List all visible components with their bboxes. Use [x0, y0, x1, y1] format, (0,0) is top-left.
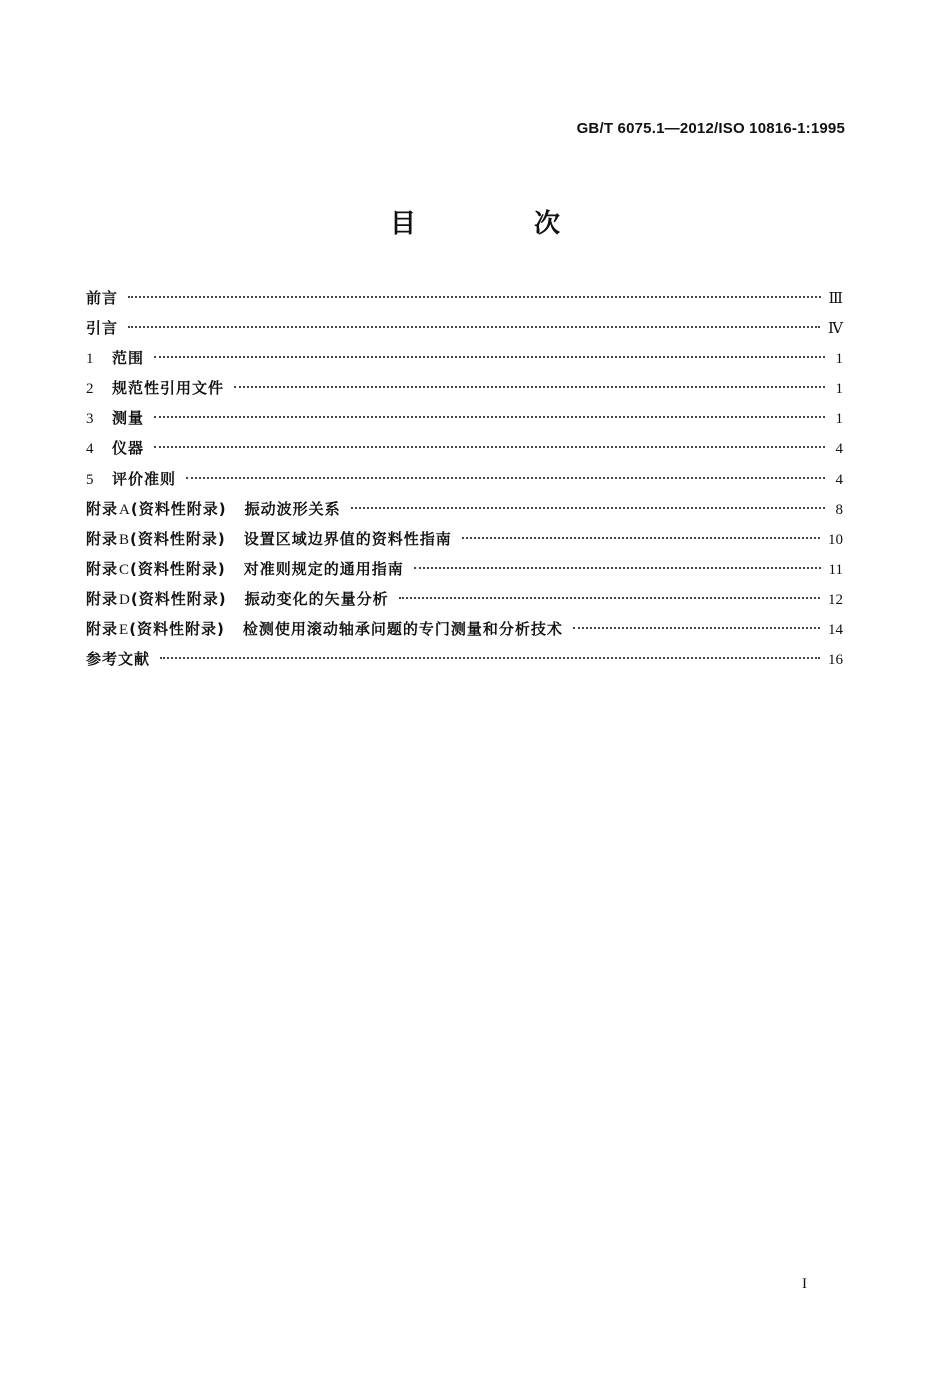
annex-type: (资料性附录): [130, 499, 227, 518]
dot-leader: [128, 326, 820, 328]
dot-leader: [234, 386, 825, 388]
toc-entry-measurement[interactable]: [86, 403, 843, 433]
dot-leader: [154, 356, 825, 358]
annex-type: (资料性附录): [130, 589, 227, 608]
annex-prefix: 附录: [86, 589, 119, 608]
toc-entry-annex-a[interactable]: [86, 494, 843, 524]
page-number: I: [802, 1276, 807, 1292]
toc-entry-evaluation-criteria[interactable]: [86, 464, 843, 494]
toc-entry-number: 2: [86, 381, 94, 398]
toc-entry-page: 1: [835, 411, 843, 428]
dot-leader: [399, 597, 820, 599]
toc-entry-page: 12: [828, 591, 843, 608]
toc-entry-label: 规范性引用文件: [112, 379, 225, 398]
toc-entry-page: 11: [828, 561, 843, 578]
toc-entry-normative-references[interactable]: [86, 373, 843, 403]
annex-prefix: 附录: [86, 620, 119, 639]
toc-entry-label: 振动变化的矢量分析: [244, 589, 389, 608]
toc-entry-number: 1: [86, 351, 94, 368]
toc-entry-label: 仪器: [112, 439, 145, 458]
toc-entry-number: 5: [86, 471, 94, 488]
dot-leader: [160, 657, 820, 659]
toc-entry-label: 测量: [112, 409, 145, 428]
toc-entry-number: 4: [86, 441, 94, 458]
dot-leader: [573, 627, 820, 629]
toc-entry-page: 4: [835, 471, 843, 488]
toc-entry-page: 1: [835, 351, 843, 368]
toc-entry-annex-e[interactable]: [86, 614, 843, 644]
annex-prefix: 附录: [86, 559, 119, 578]
toc-entry-label: 振动波形关系: [244, 499, 341, 518]
toc-entry-label: 评价准则: [112, 469, 177, 488]
dot-leader: [414, 567, 821, 569]
toc-entry-annex-b[interactable]: [86, 524, 843, 554]
toc-entry-page: Ⅳ: [828, 321, 843, 338]
toc-entry-label: 前言: [86, 289, 119, 307]
toc-entry-page: Ⅲ: [828, 291, 843, 307]
toc-entry-page: 14: [828, 622, 843, 639]
toc-entry-bibliography[interactable]: [86, 644, 843, 674]
toc-entry-label: 检测使用滚动轴承问题的专门测量和分析技术: [242, 620, 563, 639]
toc-entry-number: 3: [86, 411, 94, 428]
table-of-contents: [86, 283, 843, 674]
toc-entry-page: 10: [828, 531, 843, 548]
toc-entry-page: 8: [835, 501, 843, 518]
annex-type: (资料性附录): [130, 529, 226, 548]
toc-entry-instrumentation[interactable]: [86, 433, 843, 463]
dot-leader: [462, 537, 820, 539]
toc-entry-page: 1: [835, 381, 843, 398]
annex-type: (资料性附录): [130, 559, 226, 578]
annex-letter: D: [119, 591, 130, 608]
dot-leader: [154, 416, 825, 418]
toc-entry-label: 引言: [86, 319, 119, 338]
dot-leader: [128, 296, 821, 298]
annex-letter: E: [119, 622, 129, 639]
standard-number-header: GB/T 6075.1—2012/ISO 10816-1:1995: [576, 120, 845, 137]
toc-entry-label: 范围: [112, 349, 145, 368]
dot-leader: [186, 477, 825, 479]
annex-letter: B: [119, 531, 130, 548]
toc-title: 目 次: [389, 209, 606, 239]
toc-entry-annex-c[interactable]: [86, 554, 843, 584]
annex-letter: A: [119, 501, 130, 518]
toc-entry-page: 16: [828, 652, 843, 669]
toc-entry-label: 设置区域边界值的资料性指南: [243, 529, 452, 548]
annex-prefix: 附录: [86, 529, 119, 548]
toc-entry-annex-d[interactable]: [86, 584, 843, 614]
annex-letter: C: [119, 561, 130, 578]
annex-prefix: 附录: [86, 499, 119, 518]
toc-entry-scope[interactable]: [86, 343, 843, 373]
toc-entry-foreword[interactable]: [86, 283, 843, 313]
dot-leader: [351, 507, 825, 509]
toc-entry-label: 参考文献: [86, 650, 151, 669]
dot-leader: [154, 446, 825, 448]
toc-entry-introduction[interactable]: [86, 313, 843, 343]
toc-entry-page: 4: [835, 441, 843, 458]
annex-type: (资料性附录): [129, 620, 225, 639]
toc-entry-label: 对准则规定的通用指南: [243, 559, 404, 578]
